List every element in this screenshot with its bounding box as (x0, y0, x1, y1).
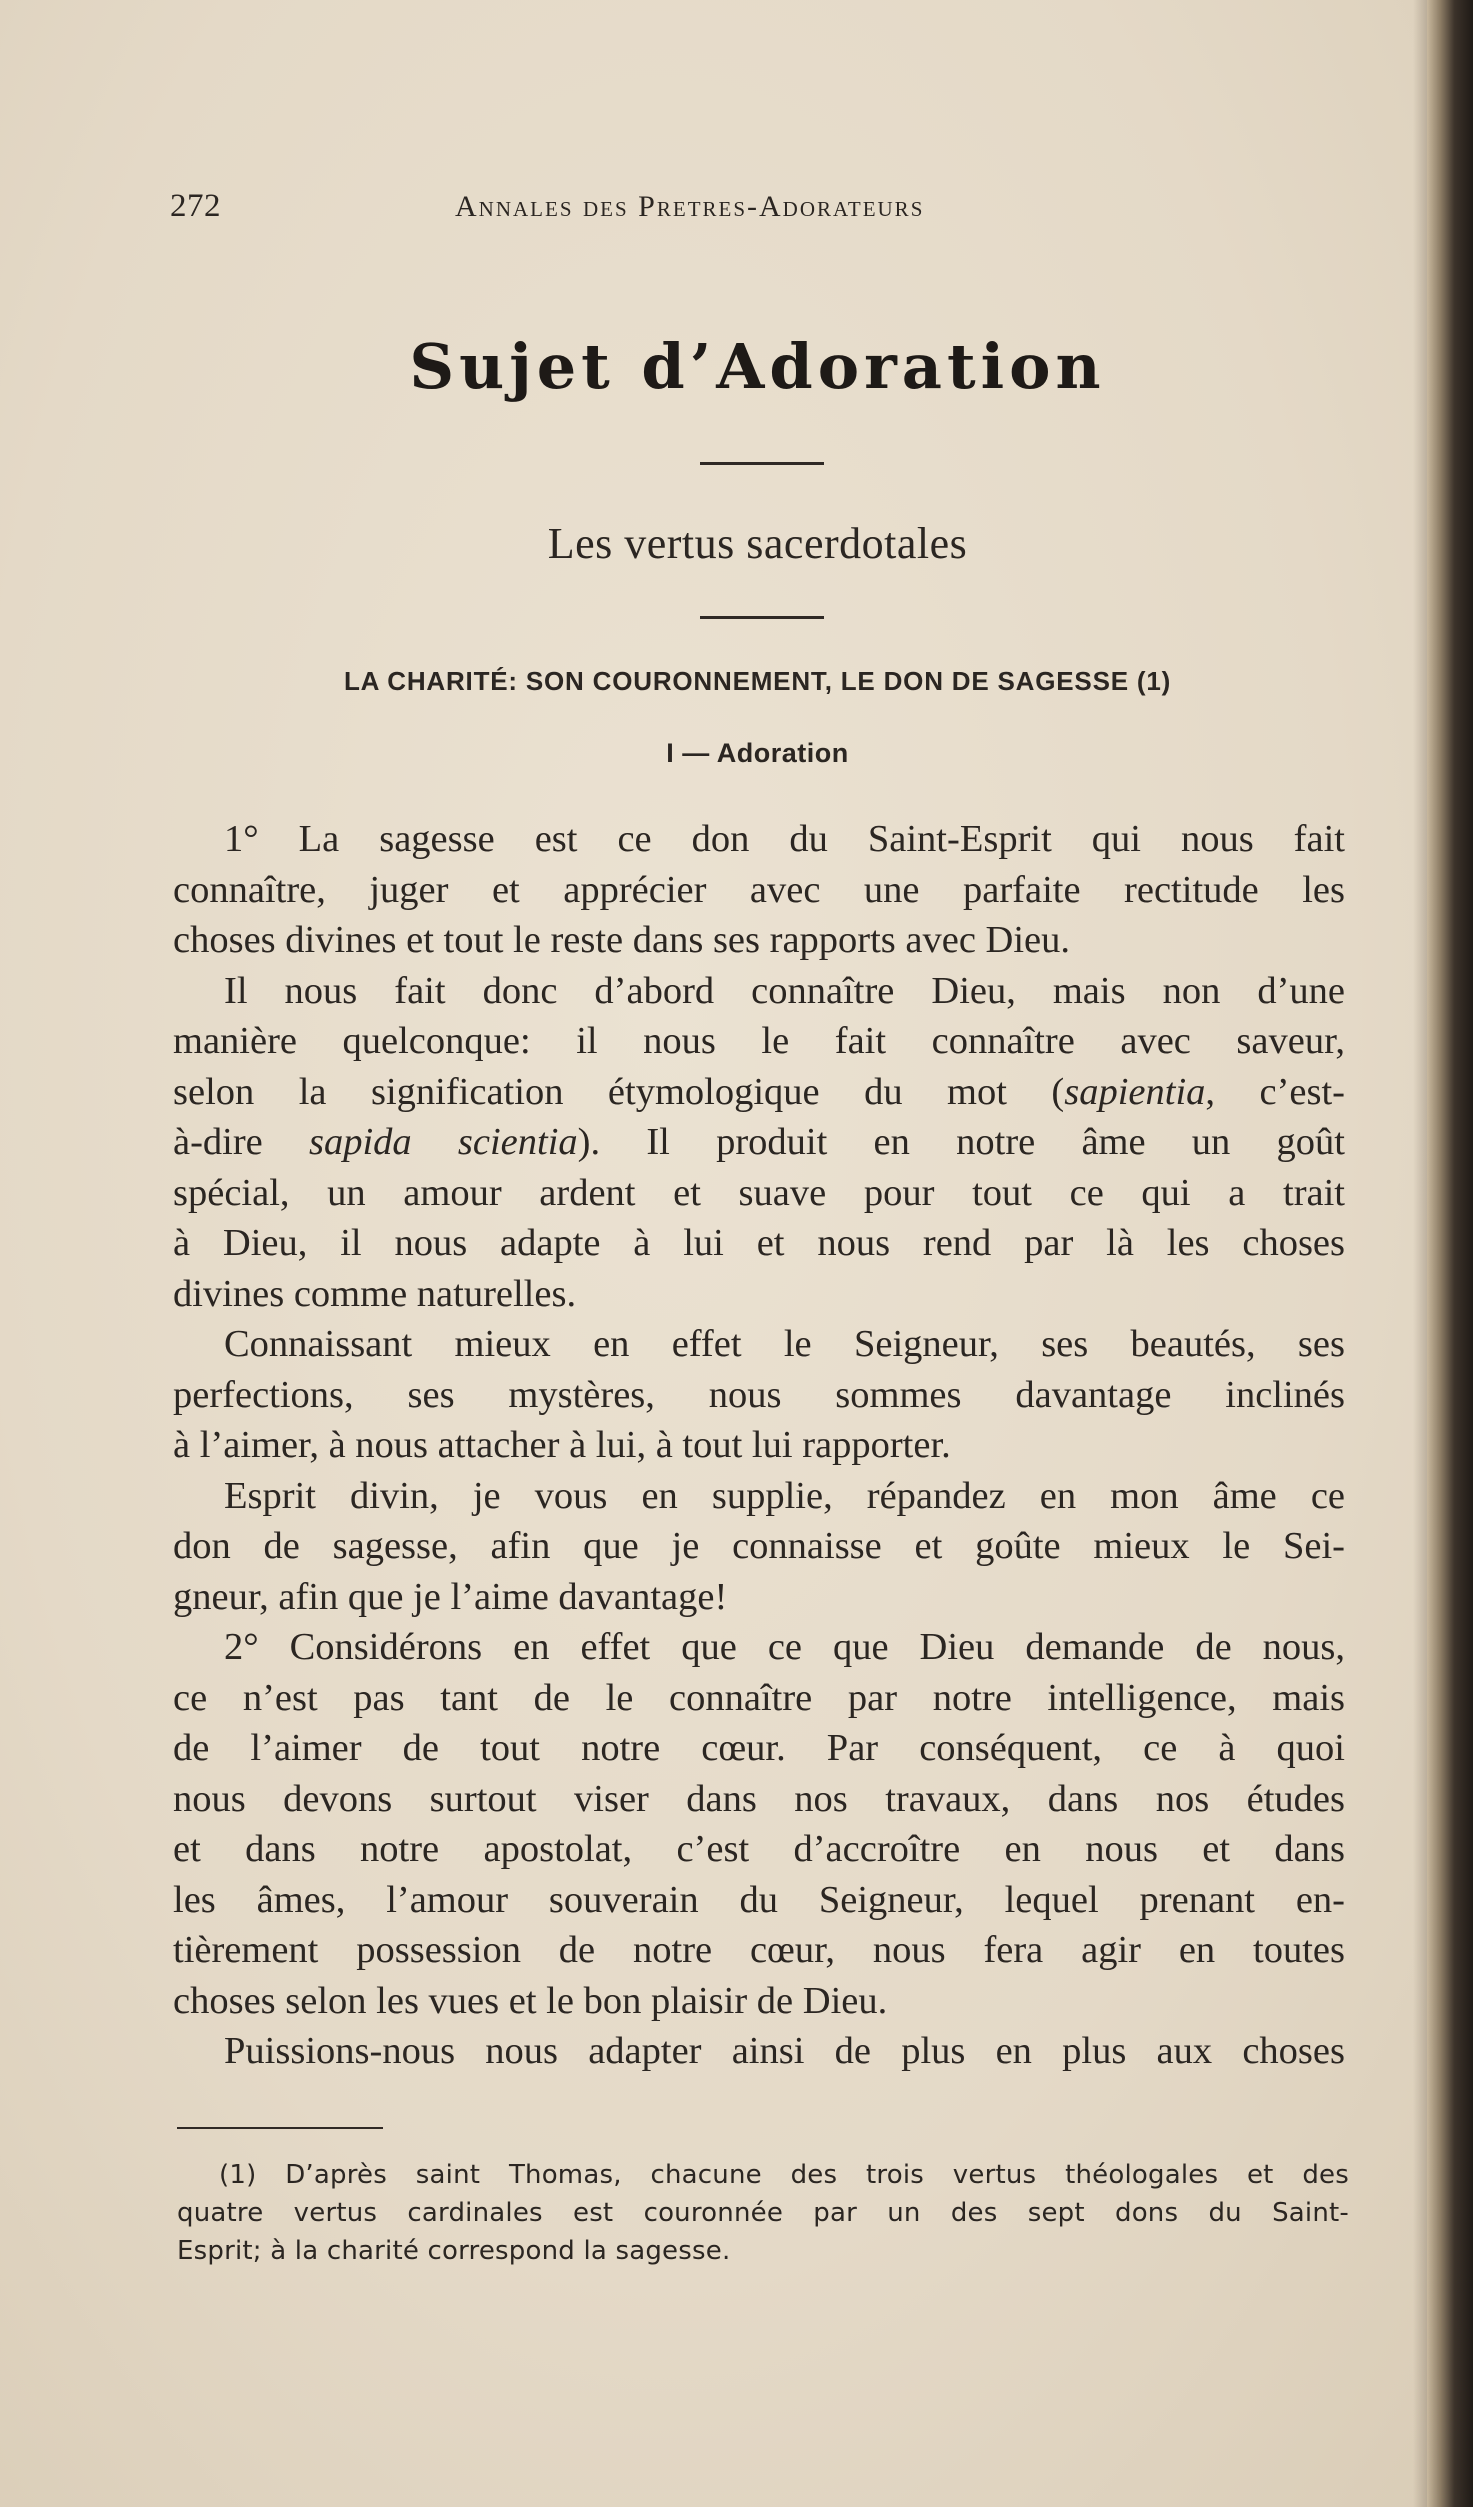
body-line (173, 1067, 1345, 1118)
body-line: tièrement possession de notre cœur, nous fera agir en toutes (173, 1929, 1345, 1971)
running-head (170, 188, 1345, 238)
italic-term: sapientia (1064, 1070, 1206, 1113)
body-line: 1° La sagesse est ce don du Saint-Esprit qui nous fait (224, 818, 1345, 860)
body-line: manière quelconque: il nous le fait connaître avec saveur, (173, 1020, 1345, 1062)
section-heading: LA CHARITÉ: SON COURONNEMENT, LE DON DE SAGESSE (1) (343, 666, 1172, 696)
footnote-line: quatre vertus cardinales est couronnée par un des sept dons du Saint- (177, 2198, 1349, 2228)
body-line: Esprit divin, je vous en supplie, répandez en mon âme ce (224, 1474, 1345, 1517)
body-line: spécial, un amour ardent et suave pour tout ce qui a trait (173, 1171, 1345, 1214)
footnote-rule (177, 2127, 383, 2129)
body-line: ce n’est pas tant de le connaître par notre intelligence, mais (173, 1676, 1345, 1719)
body-line: à Dieu, il nous adapte à lui et nous rend par là les choses (173, 1222, 1345, 1264)
body-line: Puissions-nous nous adapter ainsi de plus en plus aux choses (224, 2030, 1345, 2072)
body-line: Connaissant mieux en effet le Seigneur, ses beautés, ses (224, 1323, 1345, 1365)
subtitle-rule (700, 616, 824, 619)
body-line: nous devons surtout viser dans nos travaux, dans nos études (173, 1777, 1345, 1820)
article-subtitle: Les vertus sacerdotales (547, 519, 968, 568)
body-line: les âmes, l’amour souverain du Seigneur, lequel prenant en- (173, 1878, 1345, 1921)
body-line: perfections, ses mystères, nous sommes davantage inclinés (173, 1373, 1345, 1416)
footnote-line: (1) D’après saint Thomas, chacune des trois vertus théologales et des (219, 2160, 1349, 2190)
body-line: et dans notre apostolat, c’est d’accroître en nous et dans (173, 1828, 1345, 1870)
body-line: Il nous fait donc d’abord connaître Dieu, mais non d’une (224, 969, 1345, 1012)
article-title: Sujet d’Adoration (409, 330, 1106, 403)
page-number: 272 (170, 188, 221, 224)
body-text-span: à-dire (173, 1121, 309, 1163)
part-heading: I — Adoration (666, 738, 849, 768)
footnote-line: Esprit; à la charité correspond la sagesse. (177, 2236, 731, 2266)
body-line: gneur, afin que je l’aime davantage! (173, 1575, 728, 1618)
running-title: Annales des Pretres-Adorateurs (455, 190, 925, 223)
body-line: 2° Considérons en effet que ce que Dieu demande de nous, (224, 1626, 1345, 1668)
body-line: choses divines et tout le reste dans ses rapports avec Dieu. (173, 919, 1071, 961)
body-line: divines comme naturelles. (173, 1272, 577, 1315)
body-line: de l’aimer de tout notre cœur. Par conséquent, ce à quoi (173, 1727, 1345, 1769)
body-text-span: , c’est- (1205, 1070, 1345, 1113)
body-line (173, 1117, 1345, 1168)
body-text (173, 814, 1345, 2077)
body-line: connaître, juger et apprécier avec une parfaite rectitude les (173, 868, 1345, 911)
title-rule (700, 462, 824, 465)
body-line: don de sagesse, afin que je connaisse et goûte mieux le Sei- (173, 1525, 1345, 1567)
book-spine (1427, 0, 1473, 2507)
footnote (177, 2156, 1349, 2270)
body-line: choses selon les vues et le bon plaisir de Dieu. (173, 1979, 888, 2022)
page-gutter-shadow (1413, 0, 1427, 2507)
body-text-span: selon la signification étymologique du mot ( (173, 1070, 1065, 1113)
italic-term: sapida scientia (309, 1121, 578, 1163)
body-line: à l’aimer, à nous attacher à lui, à tout lui rapporter. (173, 1424, 951, 1466)
body-text-span: ). Il produit en notre âme un goût (577, 1121, 1345, 1163)
